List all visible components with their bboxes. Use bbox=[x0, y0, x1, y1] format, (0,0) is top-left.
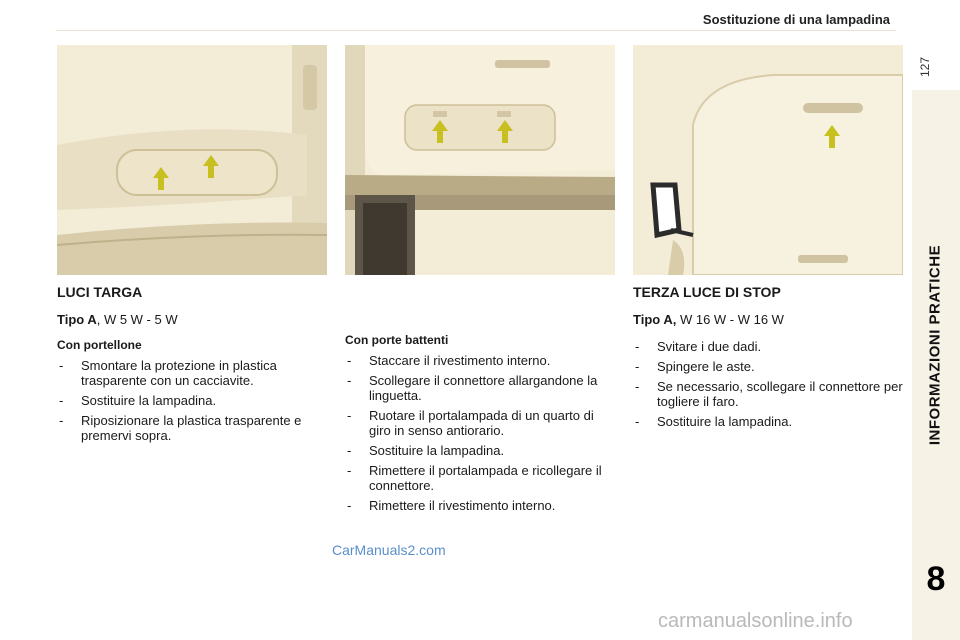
porte-battenti-steps bbox=[345, 353, 615, 513]
third-brake-light-photo bbox=[633, 45, 903, 275]
terza-luce-tipo-value: W 16 W - W 16 W bbox=[676, 312, 784, 327]
terza-luce-section bbox=[633, 284, 903, 434]
portellone-steps bbox=[57, 358, 327, 443]
terza-luce-steps bbox=[633, 339, 903, 429]
list-item: - Svitare i due dadi. bbox=[633, 339, 903, 354]
luci-targa-tipo-label: Tipo A bbox=[57, 312, 97, 327]
luci-targa-tipo bbox=[57, 312, 327, 327]
list-item: - Riposizionare la plastica trasparente e premervi sopra. bbox=[57, 413, 327, 443]
watermark-carmanualsonline: carmanualsonline.info bbox=[658, 610, 853, 632]
terza-luce-tipo bbox=[633, 312, 903, 327]
barn-doors-plate-light-photo bbox=[345, 45, 615, 275]
luci-targa-tipo-value: , W 5 W - 5 W bbox=[96, 312, 178, 327]
terza-luce-title: TERZA LUCE DI STOP bbox=[633, 284, 781, 300]
portellone-subtitle: Con portellone bbox=[57, 338, 142, 352]
list-item: - Spingere le aste. bbox=[633, 359, 903, 374]
chapter-number: 8 bbox=[926, 560, 946, 598]
terza-luce-tipo-label: Tipo A, bbox=[633, 312, 677, 327]
watermark-carmanuals2: CarManuals2.com bbox=[332, 542, 446, 558]
list-item: - Scollegare il connettore allargandone la linguetta. bbox=[345, 373, 615, 403]
sidebar-section-label: INFORMAZIONI PRATICHE bbox=[926, 244, 944, 446]
list-item: - Sostituire la lampadina. bbox=[633, 414, 903, 429]
rear-door-plate-light-photo bbox=[57, 45, 327, 275]
porte-battenti-subtitle: Con porte battenti bbox=[345, 333, 449, 347]
luci-targa-title: LUCI TARGA bbox=[57, 284, 143, 300]
page-header-title: Sostituzione di una lampadina bbox=[702, 12, 890, 27]
page-number: 127 bbox=[918, 56, 933, 78]
list-item: - Se necessario, scollegare il connettore per togliere il faro. bbox=[633, 379, 903, 409]
list-item: - Ruotare il portalampada di un quarto di giro in senso antiorario. bbox=[345, 408, 615, 438]
porte-battenti-section bbox=[345, 333, 615, 518]
list-item: - Sostituire la lampadina. bbox=[57, 393, 327, 408]
luci-targa-section bbox=[57, 284, 327, 448]
list-item: - Staccare il rivestimento interno. bbox=[345, 353, 615, 368]
list-item: - Rimettere il rivestimento interno. bbox=[345, 498, 615, 513]
list-item: - Sostituire la lampadina. bbox=[345, 443, 615, 458]
list-item: - Rimettere il portalampada e ricollegare il connettore. bbox=[345, 463, 615, 493]
header-rule bbox=[56, 30, 896, 31]
list-item: - Smontare la protezione in plastica trasparente con un cacciavite. bbox=[57, 358, 327, 388]
